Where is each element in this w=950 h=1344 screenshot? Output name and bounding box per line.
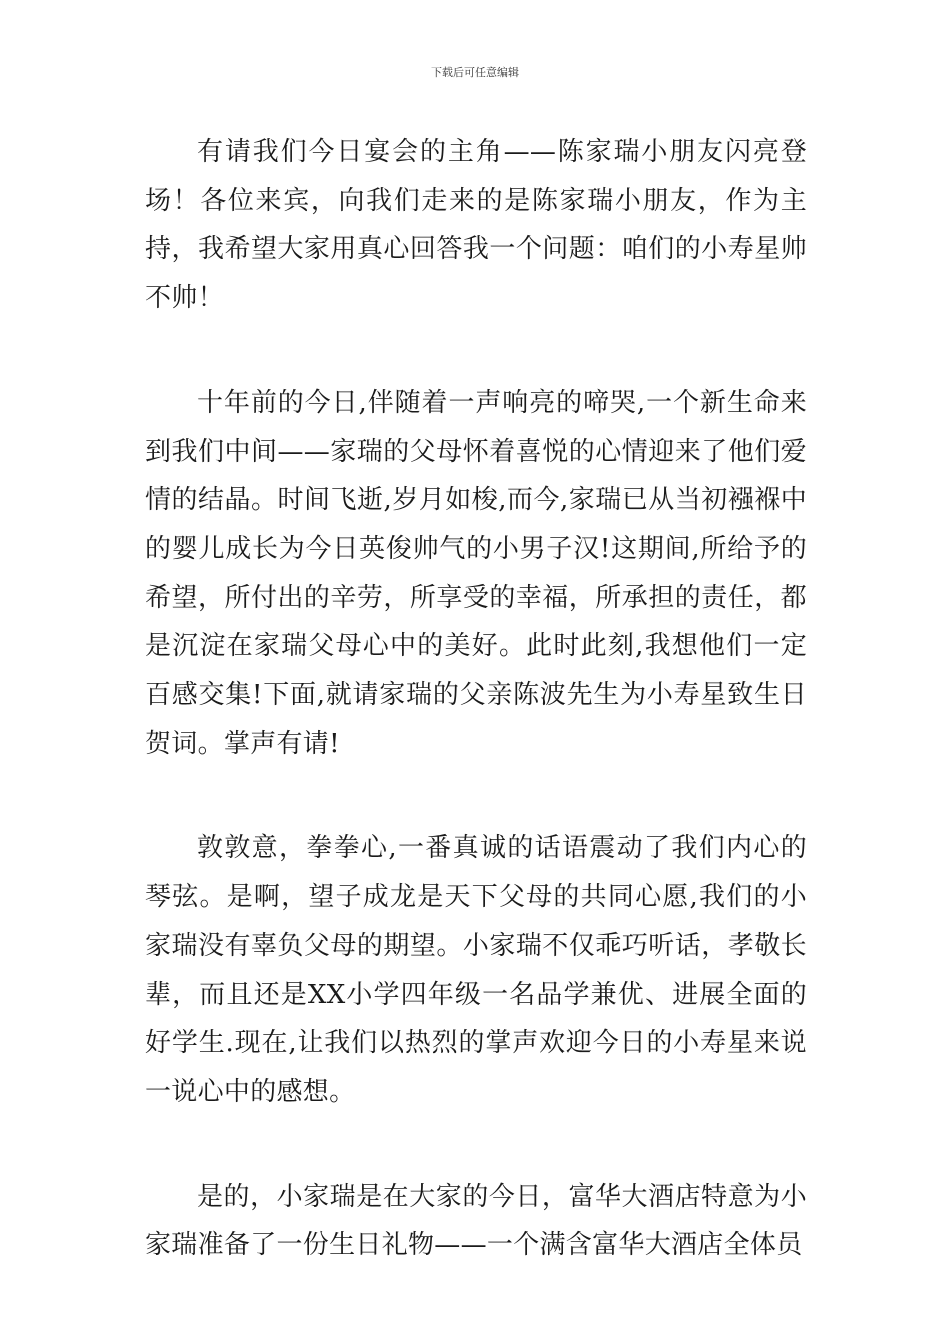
paragraph-hotel-gift: 是的，小家瑞是在大家的今日，富华大酒店特意为小家瑞准备了一份生日礼物——一个满含富华大酒店全体员 bbox=[145, 1181, 807, 1261]
paragraph-parents-wishes: 敦敦意，拳拳心,一番真诚的话语震动了我们内心的琴弦。是啊，望子成龙是天下父母的共同心愿,我们的小家瑞没有辜负父母的期望。小家瑞不仅乖巧听话，孝敬长辈，而且还是XX小学四年级一名品学兼优、进展全面的好学生.现在,让我们以热烈的掌声欢迎今日的小寿星来说一说心中的感想。 bbox=[145, 833, 807, 1107]
document-body bbox=[145, 128, 807, 1270]
paragraph-host-intro: 有请我们今日宴会的主角——陈家瑞小朋友闪亮登场！各位来宾，向我们走来的是陈家瑞小朋友，作为主持，我希望大家用真心回答我一个问题：咱们的小寿星帅不帅！ bbox=[145, 137, 807, 314]
page-header: 下载后可任意编辑 bbox=[431, 66, 519, 79]
paragraph-ten-years-ago: 十年前的今日,伴随着一声响亮的啼哭,一个新生命来到我们中间——家瑞的父母怀着喜悦的心情迎来了他们爱情的结晶。时间飞逝,岁月如梭,而今,家瑞已从当初襁褓中的婴儿成长为今日英俊帅气的小男子汉!这期间,所给予的希望，所付出的辛劳，所享受的幸福，所承担的责任，都是沉淀在家瑞父母心中的美好。此时此刻,我想他们一定百感交集!下面,就请家瑞的父亲陈波先生为小寿星致生日贺词。掌声有请! bbox=[145, 387, 807, 759]
